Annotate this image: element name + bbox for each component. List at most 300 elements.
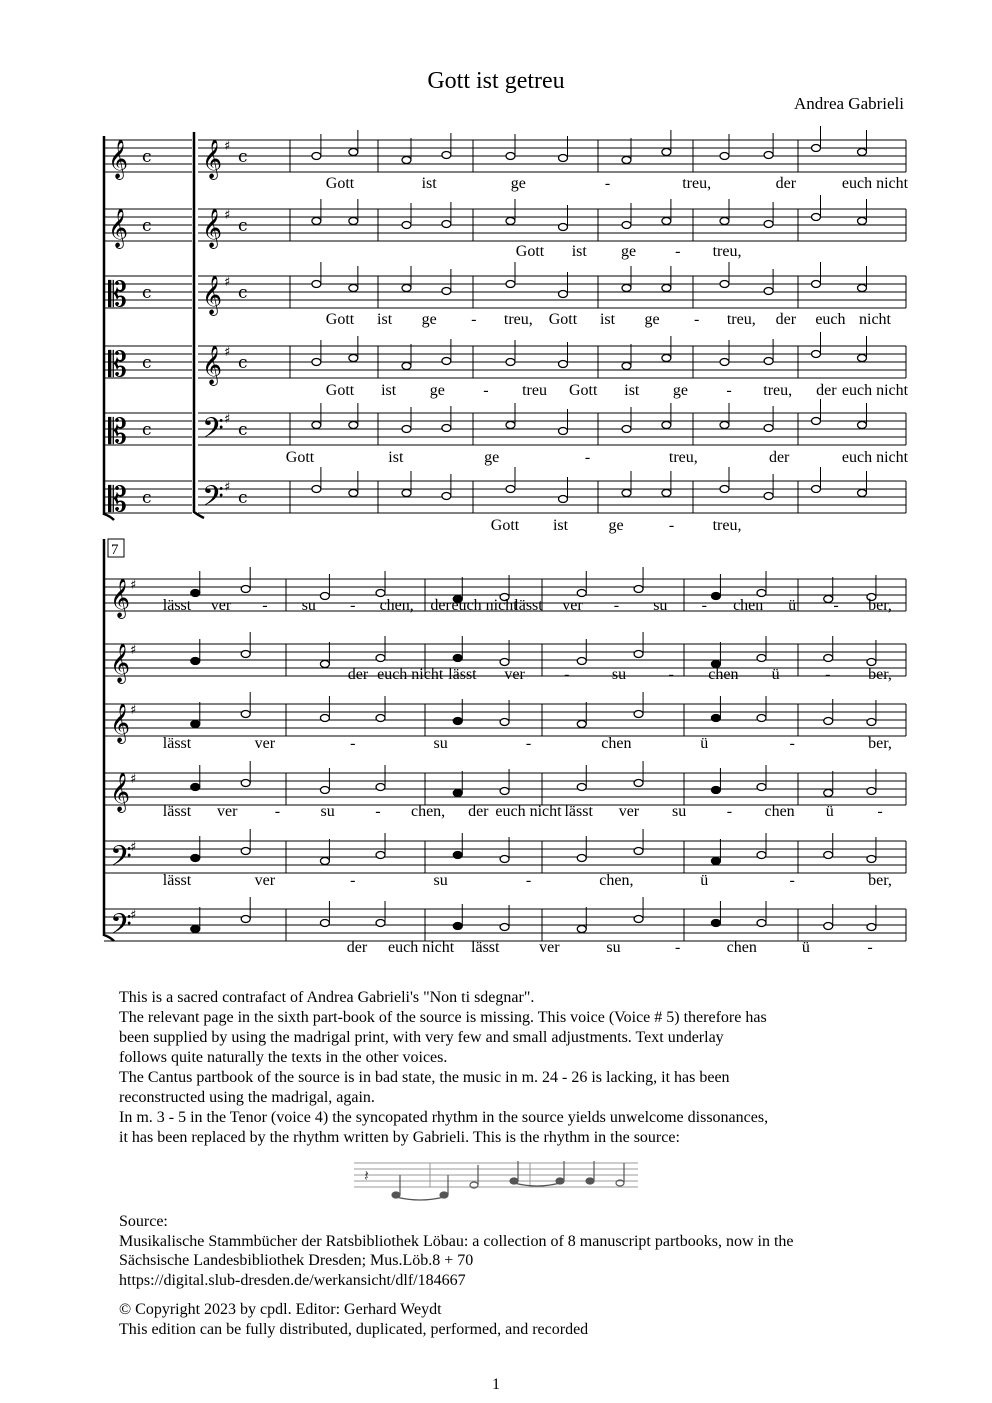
note-head: [634, 586, 643, 593]
lyric-syllable: -: [604, 175, 611, 192]
lyric-syllable: su: [320, 803, 335, 820]
note-head: [376, 852, 385, 859]
note-head: [559, 428, 568, 435]
note-head: [376, 655, 385, 662]
note-head: [312, 359, 321, 366]
note-head: [622, 157, 631, 164]
lyric-syllable: -: [350, 735, 356, 752]
lyric-syllable: lässt: [448, 666, 477, 683]
lyric-syllable: ge: [484, 449, 500, 466]
lyric-syllable: ist: [599, 311, 616, 328]
note-head: [867, 659, 876, 666]
lyric-syllable: ge: [510, 175, 526, 192]
lyric-syllable: -: [375, 803, 381, 820]
lyric-syllable: ver: [254, 735, 276, 752]
clef: 𝄞: [108, 139, 129, 179]
lyric-syllable: ge: [644, 311, 660, 328]
lyric-syllable: ge: [421, 311, 437, 328]
source-link[interactable]: https://digital.slub-dresden.de/werkansicht/dlf/184667: [119, 1271, 466, 1289]
clef: 𝄢: [110, 908, 132, 948]
note-head: [757, 590, 766, 597]
lyric-syllable: chen: [708, 666, 739, 683]
note-head: [191, 855, 200, 862]
lyric-syllable: nicht: [859, 311, 891, 328]
lyric-syllable: -: [274, 803, 281, 820]
note-line: been supplied by using the madrigal print, with very few and small adjustments. Text underlay: [119, 1029, 724, 1046]
note-head: [858, 422, 867, 429]
lyric-syllable: chen: [601, 735, 632, 752]
lyric-syllable: ge: [672, 382, 689, 399]
note-head: [559, 155, 568, 162]
note-head: [622, 426, 631, 433]
note-head: [757, 920, 766, 927]
note-head: [867, 719, 876, 726]
time-signature: c: [142, 488, 152, 508]
lyric-syllable: -: [726, 803, 733, 820]
clef: 𝄡: [108, 275, 127, 315]
note-head: [824, 596, 833, 603]
note-head: [506, 153, 515, 160]
note-line: The Cantus partbook of the source is in bad state, the music in m. 24 - 26 is lacking, it has been: [119, 1069, 730, 1086]
clef: 𝄞: [110, 772, 131, 812]
note-head: [577, 926, 586, 933]
note-head: [241, 848, 250, 855]
lyric-syllable: -: [789, 872, 795, 889]
note-head: [634, 651, 643, 658]
note-head: [559, 291, 568, 298]
lyric-syllable: ü: [771, 666, 780, 683]
lyric-syllable: -: [833, 597, 839, 614]
lyric-syllable: treu,: [726, 311, 756, 328]
note-head: [824, 655, 833, 662]
note-head: [376, 784, 385, 791]
note-head: [764, 152, 773, 159]
clef: 𝄞: [202, 345, 223, 385]
note-head: [442, 425, 451, 432]
lyric-syllable: ber,: [868, 872, 892, 889]
note-head: [453, 923, 462, 930]
note-head: [662, 422, 671, 429]
note-head: [812, 214, 821, 221]
note-head: [662, 285, 671, 292]
note-head: [720, 422, 729, 429]
lyric-syllable: euch nicht: [841, 382, 909, 399]
note-line: This is a sacred contrafact of Andrea Gabrieli's "Non ti sdegnar".: [119, 989, 535, 1006]
lyric-syllable: Gott: [548, 311, 578, 328]
source-line: Source:: [119, 1213, 168, 1230]
note-head: [711, 593, 720, 600]
note-head: [349, 218, 358, 225]
lyric-syllable: Gott: [325, 311, 355, 328]
note-head: [720, 486, 729, 493]
note-line: it has been replaced by the rhythm written by Gabrieli. This is the rhythm in the source:: [119, 1129, 680, 1146]
note-head: [858, 149, 867, 156]
note-head: [453, 718, 462, 725]
lyric-syllable: ge: [620, 243, 637, 260]
note-head: [577, 784, 586, 791]
lyric-syllable: euch nicht: [495, 803, 562, 820]
key-signature: ♯: [224, 208, 231, 223]
key-signature: ♯: [224, 275, 231, 290]
note-head: [500, 924, 509, 931]
note-head: [764, 288, 773, 295]
lyric-syllable: ge: [608, 517, 624, 534]
lyric-syllable: su: [672, 803, 687, 820]
lyric-syllable: -: [564, 666, 570, 683]
svg-text:𝄽: 𝄽: [364, 1168, 369, 1185]
lyric-syllable: euch nicht: [841, 449, 909, 466]
note-head: [662, 149, 671, 156]
note-head: [241, 711, 250, 718]
note-head: [312, 281, 321, 288]
note-head: [376, 715, 385, 722]
lyric-syllable: lässt: [471, 939, 500, 956]
note-head: [241, 586, 250, 593]
note-head: [867, 788, 876, 795]
lyric-syllable: chen,: [379, 597, 414, 614]
note-head: [506, 218, 515, 225]
lyric-syllable: lässt: [162, 872, 192, 889]
lyric-syllable: -: [525, 872, 532, 889]
note-line: follows quite naturally the texts in the other voices.: [119, 1049, 448, 1066]
note-head: [402, 490, 411, 497]
lyric-syllable: su: [606, 939, 621, 956]
lyric-syllable: ist: [377, 311, 393, 328]
note-head: [320, 715, 329, 722]
note-head: [711, 858, 720, 865]
time-signature: c: [142, 420, 152, 440]
page-title: Gott ist getreu: [427, 68, 565, 94]
lyric-syllable: chen: [764, 803, 795, 820]
lyric-syllable: -: [674, 939, 681, 956]
note-head: [500, 719, 509, 726]
note-head: [349, 355, 358, 362]
note-head: [312, 422, 321, 429]
note-head: [506, 486, 515, 493]
clef: 𝄞: [202, 208, 223, 248]
time-signature: c: [238, 216, 248, 236]
note-head: [757, 852, 766, 859]
note-head: [349, 149, 358, 156]
clef: 𝄞: [202, 139, 223, 179]
lyric-syllable: -: [584, 449, 591, 466]
note-head: [720, 281, 729, 288]
clef: 𝄡: [108, 412, 127, 452]
note-head: [867, 924, 876, 931]
note-head: [191, 658, 200, 665]
lyric-syllable: euch nicht: [377, 666, 444, 683]
note-head: [320, 858, 329, 865]
note-head: [824, 718, 833, 725]
lyric-syllable: euch nicht: [388, 939, 455, 956]
lyric-syllable: ver: [254, 872, 276, 889]
lyric-syllable: der: [816, 382, 837, 399]
lyric-syllable: ver: [618, 803, 640, 820]
note-head: [634, 711, 643, 718]
note-head: [320, 787, 329, 794]
time-signature: c: [238, 283, 248, 303]
source-line: Sächsische Landesbibliothek Dresden; Mus.Löb.8 + 70: [119, 1252, 474, 1269]
lyric-syllable: euch nicht: [451, 597, 518, 614]
note-head: [711, 787, 720, 794]
note-head: [577, 658, 586, 665]
note-head: [577, 590, 586, 597]
key-signature: ♯: [224, 480, 231, 495]
note-head: [402, 157, 411, 164]
lyric-syllable: Gott: [515, 243, 545, 260]
source-line: Musikalische Stammbücher der Ratsbibliothek Löbau: a collection of 8 manuscript partbooks, now in the: [119, 1232, 794, 1250]
measure-number: 7: [111, 542, 119, 558]
copyright-line: © Copyright 2023 by cpdl. Editor: Gerhard Weydt: [119, 1301, 442, 1318]
note-head: [634, 916, 643, 923]
lyric-syllable: der: [775, 175, 797, 192]
lyric-syllable: ge: [429, 382, 445, 399]
note-head: [559, 224, 568, 231]
lyric-syllable: su: [433, 872, 448, 889]
note-head: [320, 661, 329, 668]
lyric-syllable: ver: [504, 666, 525, 683]
lyric-syllable: -: [789, 735, 795, 752]
note-head: [858, 285, 867, 292]
clef: 𝄢: [110, 840, 132, 880]
note-head: [376, 920, 385, 927]
note-head: [442, 152, 451, 159]
key-signature: ♯: [224, 139, 231, 154]
note-head: [634, 780, 643, 787]
lyric-syllable: treu,: [712, 517, 742, 534]
note-head: [402, 285, 411, 292]
lyric-syllable: -: [350, 597, 356, 614]
clef: 𝄞: [108, 208, 129, 248]
lyric-syllable: treu,: [763, 382, 793, 399]
lyric-syllable: ü: [700, 872, 709, 889]
lyric-syllable: ber,: [868, 597, 892, 614]
note-head: [402, 363, 411, 370]
lyric-syllable: ber,: [868, 666, 892, 683]
note-head: [442, 493, 451, 500]
note-head: [453, 790, 462, 797]
lyric-syllable: su: [653, 597, 668, 614]
lyric-syllable: Gott: [285, 449, 315, 466]
note-head: [764, 493, 773, 500]
lyric-syllable: su: [433, 735, 448, 752]
note-head: [191, 926, 200, 933]
lyric-syllable: -: [726, 382, 732, 399]
note-head: [711, 715, 720, 722]
clef: 𝄡: [108, 480, 127, 520]
note-head: [662, 218, 671, 225]
key-signature: ♯: [224, 412, 231, 427]
lyric-syllable: -: [668, 517, 675, 534]
note-head: [824, 923, 833, 930]
note-head: [506, 422, 515, 429]
lyric-syllable: -: [694, 311, 700, 328]
note-head: [662, 490, 671, 497]
note-head: [812, 351, 821, 358]
note-line: In m. 3 - 5 in the Tenor (voice 4) the syncopated rhythm in the source yields unwelcome dissonances,: [119, 1109, 769, 1126]
lyric-syllable: -: [350, 872, 356, 889]
lyric-syllable: ist: [381, 382, 397, 399]
note-head: [577, 855, 586, 862]
note-head: [812, 486, 821, 493]
note-head: [622, 285, 631, 292]
note-head: [812, 145, 821, 152]
note-head: [241, 780, 250, 787]
copyright-info: [119, 1300, 899, 1340]
lyric-syllable: euch: [815, 311, 846, 328]
key-signature: ♯: [224, 345, 231, 360]
note-head: [312, 153, 321, 160]
clef: 𝄡: [108, 345, 127, 385]
system-bracket: [194, 132, 204, 518]
note-head: [577, 721, 586, 728]
note-head: [858, 490, 867, 497]
lyric-syllable: ü: [788, 597, 797, 614]
lyric-syllable: -: [525, 735, 532, 752]
note-line: reconstructed using the madrigal, again.: [119, 1089, 375, 1106]
system-bracket: [104, 136, 114, 520]
note-head: [764, 425, 773, 432]
lyric-syllable: treu,: [503, 311, 533, 328]
lyric-syllable: su: [301, 597, 316, 614]
note-head: [662, 355, 671, 362]
lyric-syllable: -: [471, 311, 477, 328]
note-head: [858, 355, 867, 362]
clef: 𝄢: [202, 412, 224, 452]
page-number: 1: [492, 1376, 500, 1393]
lyric-syllable: ver: [539, 939, 560, 956]
note-head: [634, 848, 643, 855]
lyric-syllable: der: [775, 311, 797, 328]
note-head: [506, 281, 515, 288]
lyric-syllable: lässt: [564, 803, 593, 820]
key-signature: ♯: [130, 772, 137, 787]
key-signature: ♯: [130, 578, 137, 593]
lyric-syllable: lässt: [162, 803, 192, 820]
time-signature: c: [238, 488, 248, 508]
note-head: [500, 788, 509, 795]
lyric-syllable: ist: [552, 517, 569, 534]
lyric-syllable: lässt: [162, 735, 192, 752]
lyric-syllable: ist: [571, 243, 587, 260]
note-head: [312, 218, 321, 225]
note-head: [720, 359, 729, 366]
clef: 𝄞: [110, 578, 131, 618]
note-head: [500, 856, 509, 863]
lyric-syllable: chen,: [410, 803, 446, 820]
lyric-syllable: -: [613, 597, 620, 614]
lyric-syllable: ver: [562, 597, 583, 614]
lyric-syllable: der: [347, 666, 369, 683]
lyric-syllable: -: [867, 939, 873, 956]
note-head: [349, 285, 358, 292]
key-signature: ♯: [130, 840, 137, 855]
lyric-syllable: der: [346, 939, 368, 956]
time-signature: c: [142, 147, 152, 167]
note-head: [442, 358, 451, 365]
time-signature: c: [142, 283, 152, 303]
note-head: [824, 790, 833, 797]
clef: 𝄞: [110, 703, 131, 743]
time-signature: c: [238, 353, 248, 373]
note-head: [241, 916, 250, 923]
note-head: [402, 426, 411, 433]
note-head: [402, 222, 411, 229]
lyric-syllable: ist: [388, 449, 404, 466]
lyric-syllable: Gott: [325, 382, 355, 399]
note-head: [320, 593, 329, 600]
copyright-line: This edition can be fully distributed, duplicated, performed, and recorded: [119, 1321, 589, 1338]
note-head: [442, 288, 451, 295]
note-head: [764, 221, 773, 228]
note-head: [720, 218, 729, 225]
note-head: [812, 418, 821, 425]
lyric-syllable: -: [877, 803, 883, 820]
note-head: [757, 715, 766, 722]
lyric-syllable: chen: [733, 597, 764, 614]
note-head: [867, 856, 876, 863]
lyric-syllable: lässt: [514, 597, 543, 614]
note-head: [312, 486, 321, 493]
lyric-syllable: treu: [522, 382, 547, 399]
note-head: [720, 153, 729, 160]
note-head: [453, 655, 462, 662]
lyric-syllable: ver: [210, 597, 232, 614]
lyric-syllable: chen: [726, 939, 757, 956]
composer-name: Andrea Gabrieli: [794, 94, 904, 113]
lyric-syllable: der: [768, 449, 790, 466]
lyric-syllable: ber,: [868, 735, 892, 752]
lyric-syllable: Gott: [568, 382, 598, 399]
lyric-syllable: der: [430, 597, 451, 614]
lyric-syllable: -: [668, 666, 674, 683]
lyric-syllable: lässt: [162, 597, 192, 614]
time-signature: c: [238, 420, 248, 440]
lyric-syllable: su: [611, 666, 627, 683]
lyric-syllable: treu,: [682, 175, 712, 192]
source-rhythm-excerpt: [350, 1155, 642, 1201]
note-head: [376, 590, 385, 597]
lyric-syllable: -: [262, 597, 268, 614]
note-head: [812, 281, 821, 288]
note-head: [349, 422, 358, 429]
lyric-syllable: treu,: [668, 449, 698, 466]
note-head: [824, 852, 833, 859]
lyric-syllable: der: [468, 803, 489, 820]
note-head: [442, 221, 451, 228]
note-head: [764, 358, 773, 365]
key-signature: ♯: [130, 703, 137, 718]
clef: 𝄞: [110, 643, 131, 683]
source-info: [119, 1212, 899, 1290]
lyric-syllable: ist: [421, 175, 437, 192]
time-signature: c: [142, 353, 152, 373]
lyric-syllable: euch nicht: [841, 175, 909, 192]
note-head: [622, 363, 631, 370]
clef: 𝄢: [202, 480, 224, 520]
lyric-syllable: ist: [624, 382, 640, 399]
time-signature: c: [142, 216, 152, 236]
key-signature: ♯: [130, 643, 137, 658]
lyric-syllable: -: [701, 597, 707, 614]
note-line: The relevant page in the sixth part-book of the source is missing. This voice (Voice # 5) therefore has: [119, 1009, 767, 1026]
lyric-syllable: Gott: [490, 517, 520, 534]
clef: 𝄞: [202, 275, 223, 315]
note-head: [858, 218, 867, 225]
note-head: [500, 659, 509, 666]
note-head: [349, 490, 358, 497]
note-head: [559, 496, 568, 503]
